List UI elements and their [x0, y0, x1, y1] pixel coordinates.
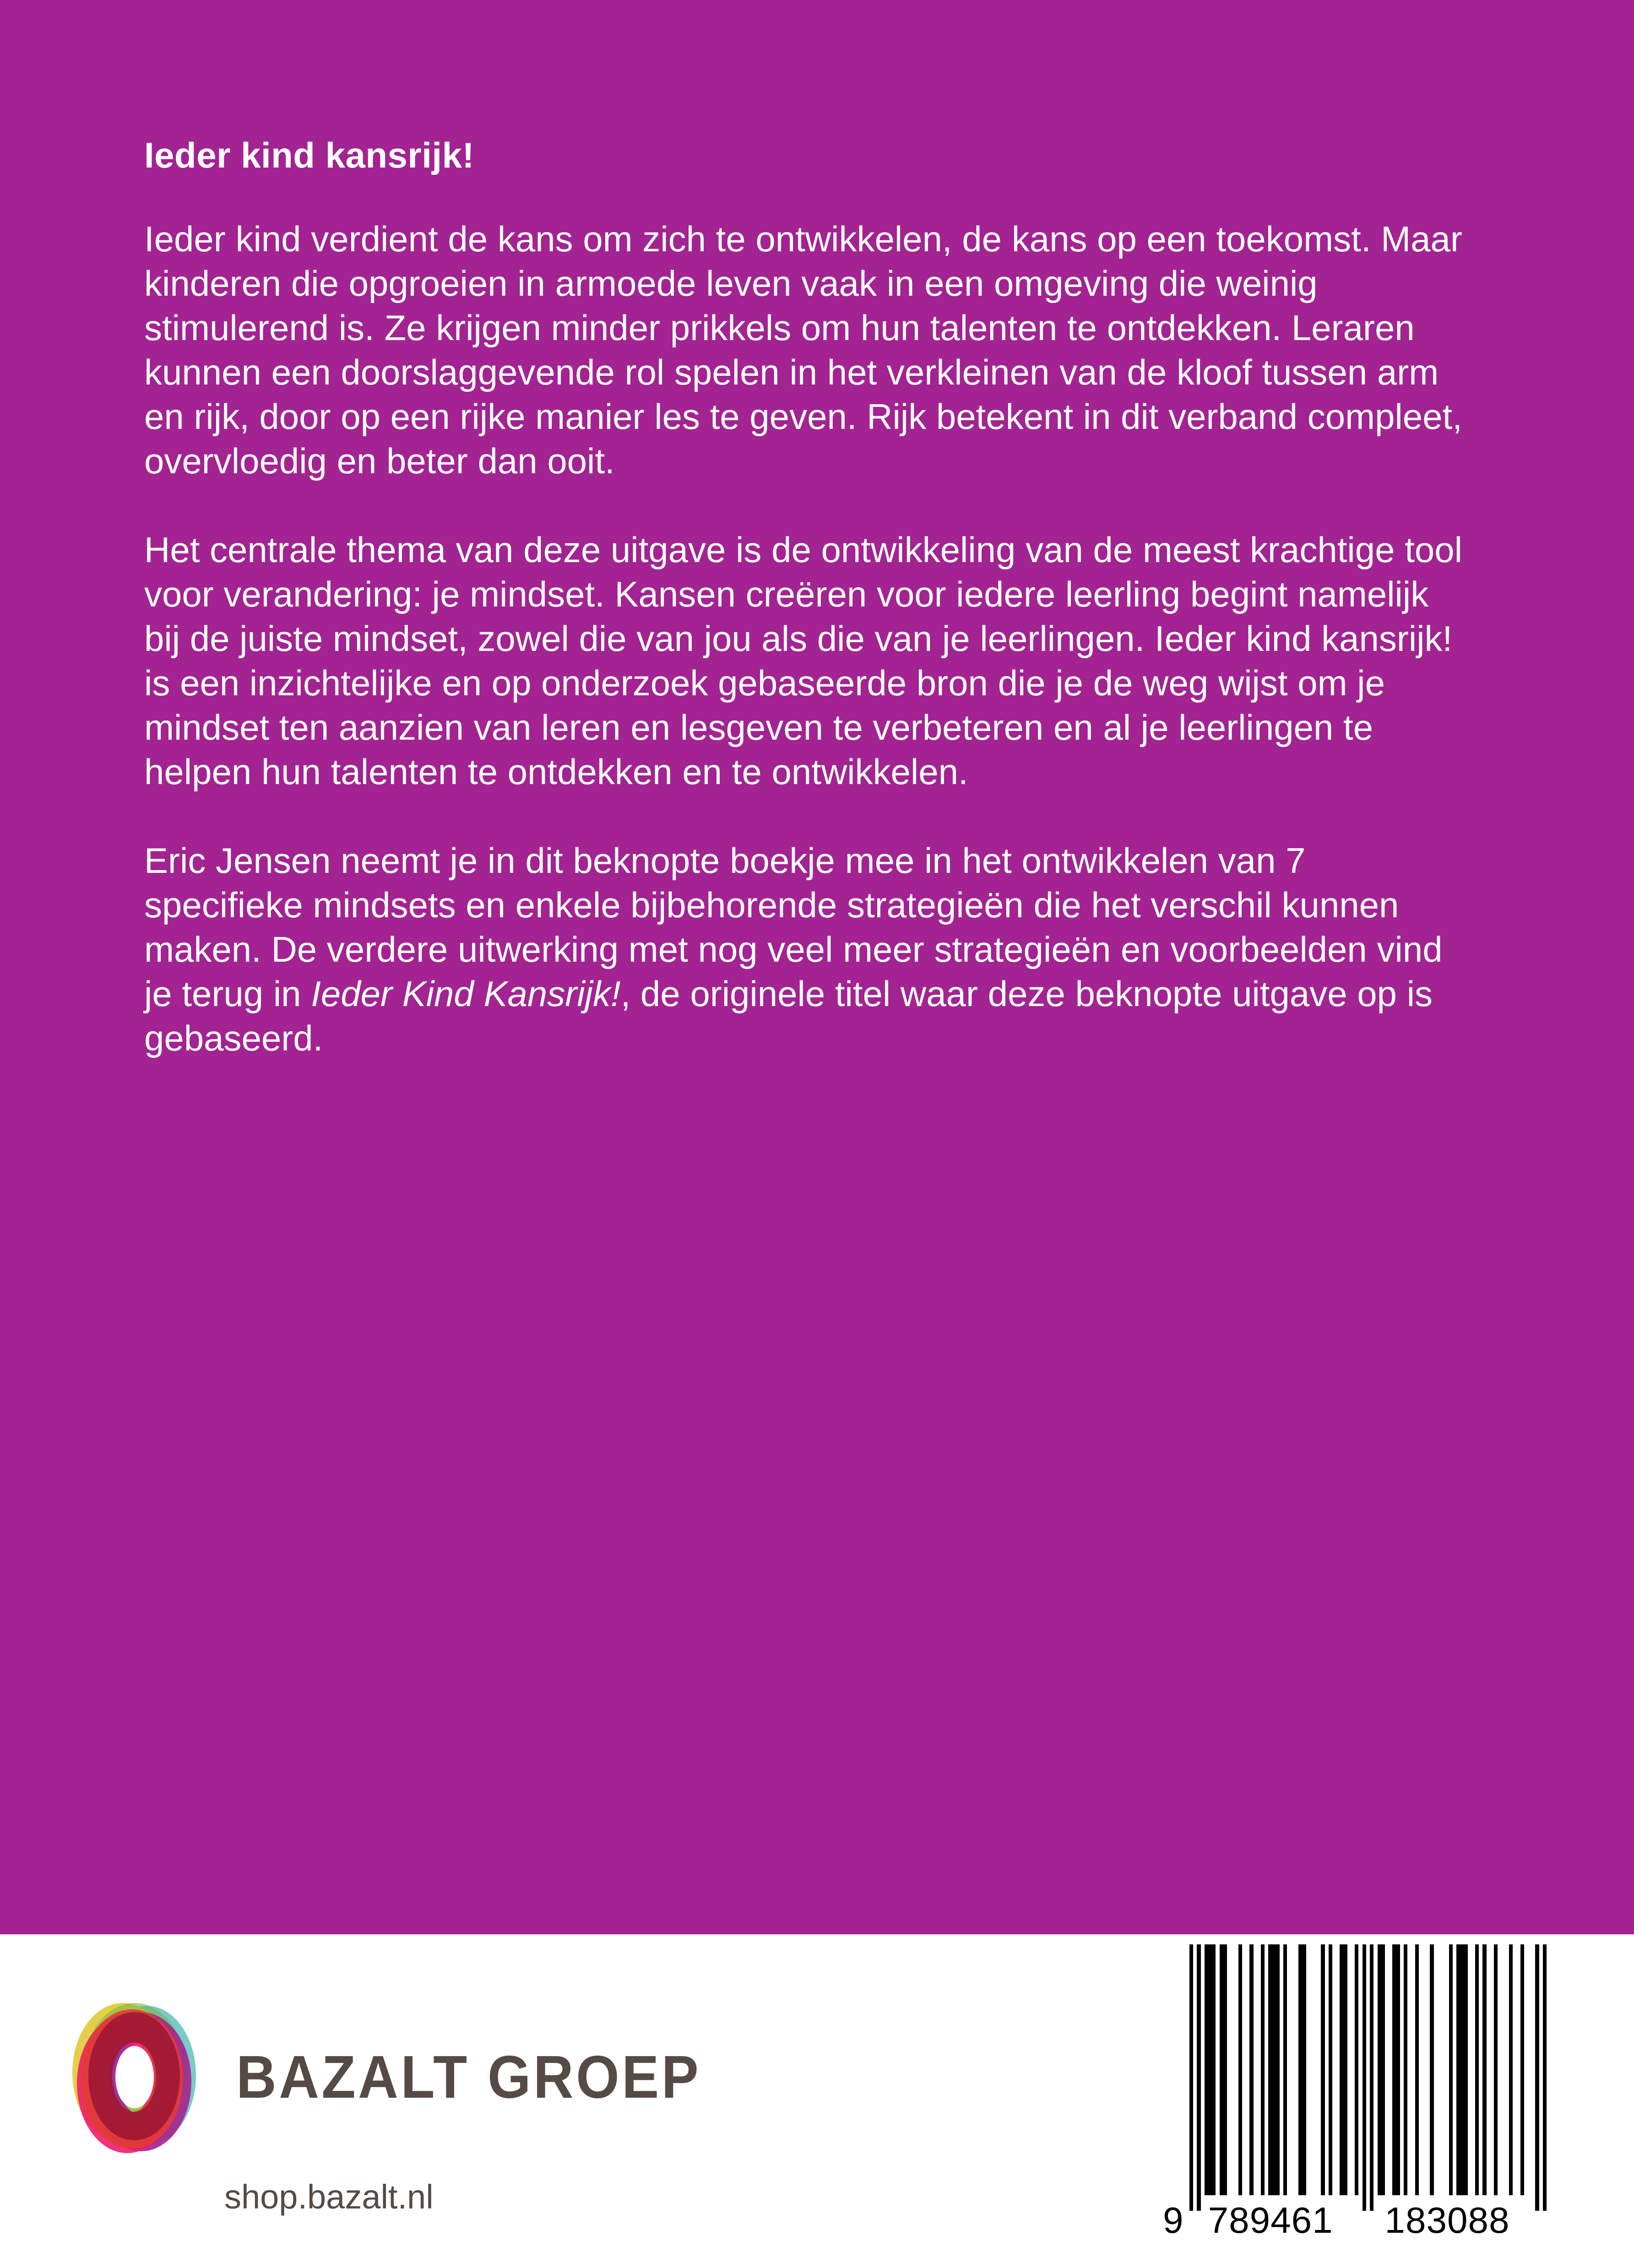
blurb-paragraph-2: Het centrale thema van deze uitgave is de ontwikkeling van de meest krachtige tool voor verandering: je mindset. Kansen creëren voor iedere leerling begint namelijk bij de juiste mindset, zowel die van jou als die van je leerlingen. Ieder kind kansrijk! is een inzichtelijke en op onderzoek gebaseerde bron die je de weg wijst om je mindset ten aanzien van leren en lesgeven te verbeteren en al je leerlingen te helpen hun talenten te ontdekken en te ontwikkelen.	[144, 530, 1462, 792]
barcode-bar	[1197, 1944, 1200, 2211]
barcode-bar	[1223, 1944, 1227, 2195]
barcode-bar	[1378, 1944, 1381, 2195]
blurb-paragraph-1: Ieder kind verdient de kans om zich te ontwikkelen, de kans op een toekomst. Maar kinderen die opgroeien in armoede leven vaak in een omgeving die weinig stimulerend is. Ze krijgen minder prikkels om hun talenten te ontdekken. Leraren kunnen een doorslaggevende rol spelen in het verkleinen van de kloof tussen arm en rijk, door op een rijke manier les te geven. Rijk betekent in dit verband compleet, overvloedig en beter dan ooit.	[144, 219, 1462, 481]
barcode-bar	[1276, 1944, 1280, 2195]
bazalt-ring-logo-icon	[59, 2000, 212, 2154]
barcode-bar	[1340, 1944, 1343, 2195]
barcode-bar	[1392, 1944, 1396, 2195]
blurb-paragraph-3-lead: Eric Jensen neemt je in dit beknopte boekje mee in het ontwikkelen van 7 specifieke mindsets en enkele bijbehorende strategieën die het verschil kunnen maken. De verdere uitwerking met nog veel meer strategieën en voorbeelden vind je terug in	[144, 840, 1443, 1014]
original-title-citation: Ieder Kind Kansrijk!	[311, 974, 621, 1014]
barcode-bar	[1321, 1944, 1325, 2195]
blurb-text-block	[144, 137, 1472, 1061]
barcode-bars	[1189, 1944, 1547, 2195]
barcode-bar	[1381, 1944, 1385, 2195]
barcode-bar	[1249, 1944, 1253, 2195]
barcode-bar	[1370, 1944, 1373, 2211]
barcode-bar	[1494, 1944, 1498, 2195]
barcode-bar	[1208, 1944, 1212, 2195]
barcode-digit-group: 183088	[1384, 2200, 1510, 2241]
barcode-bar	[1344, 1944, 1347, 2195]
barcode-bar	[1205, 1944, 1208, 2195]
blurb-paragraph-3	[144, 839, 1472, 1061]
barcode-bar	[1460, 1944, 1464, 2195]
barcode-bar	[1355, 1944, 1358, 2195]
barcode-bar	[1543, 1944, 1547, 2211]
barcode-bar	[1298, 1944, 1302, 2195]
barcode-bar	[1430, 1944, 1433, 2195]
page-title: Ieder kind kansrijk!	[144, 135, 474, 175]
barcode-bar	[1261, 1944, 1265, 2195]
isbn-barcode	[1163, 1944, 1556, 2241]
barcode-bar	[1189, 1944, 1193, 2211]
publisher-wordmark: BAZALT GROEP	[236, 2043, 701, 2111]
barcode-bar	[1329, 1944, 1332, 2195]
barcode-bar	[1302, 1944, 1306, 2195]
barcode-bar	[1456, 1944, 1460, 2195]
barcode-digit-group: 789461	[1208, 2200, 1333, 2241]
barcode-bar	[1509, 1944, 1513, 2195]
barcode-bar	[1449, 1944, 1453, 2195]
barcode-bar	[1404, 1944, 1407, 2195]
barcode-bar	[1396, 1944, 1400, 2195]
barcode-bar	[1475, 1944, 1479, 2195]
barcode-digits	[1163, 2200, 1556, 2241]
barcode-bar	[1238, 1944, 1242, 2195]
barcode-bar	[1283, 1944, 1287, 2195]
barcode-digit-group: 9	[1163, 2200, 1184, 2241]
barcode-bar	[1272, 1944, 1276, 2195]
barcode-bar	[1464, 1944, 1467, 2195]
barcode-bar	[1212, 1944, 1216, 2195]
barcode-bar	[1482, 1944, 1486, 2195]
shop-url-text[interactable]: shop.bazalt.nl	[224, 2178, 434, 2216]
barcode-bar	[1520, 1944, 1524, 2195]
blurb-paragraph-3-tail: , de originele titel waar deze beknopte uitgave op is gebaseerd.	[144, 974, 1433, 1058]
barcode-bar	[1268, 1944, 1272, 2195]
barcode-bar	[1220, 1944, 1223, 2195]
barcode-bar	[1535, 1944, 1539, 2211]
barcode-bar	[1415, 1944, 1419, 2195]
publisher-logo	[59, 2000, 742, 2154]
barcode-bar	[1363, 1944, 1366, 2211]
